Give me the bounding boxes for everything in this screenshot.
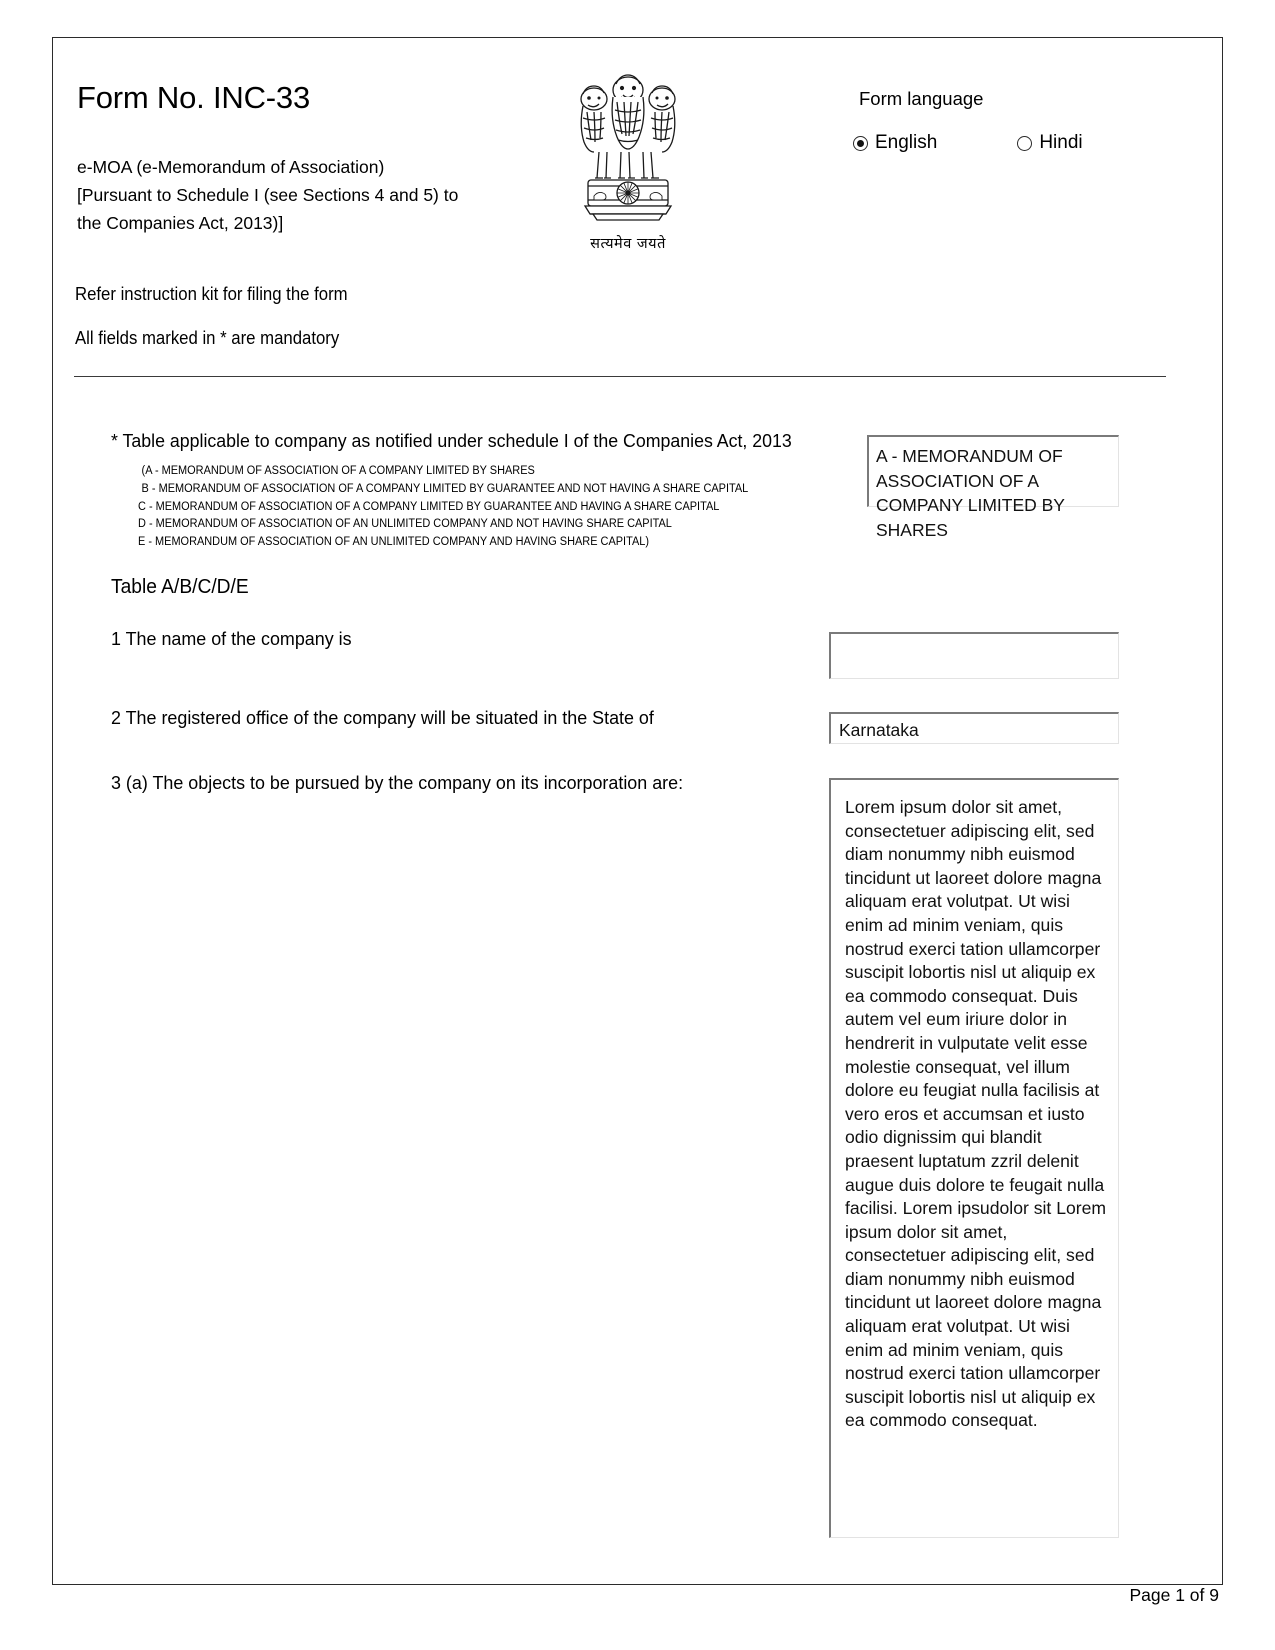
company-objects-textarea[interactable]	[829, 778, 1119, 1538]
refer-instruction-text: Refer instruction kit for filing the form	[75, 284, 348, 304]
table-type-e: E - MEMORANDUM OF ASSOCIATION OF AN UNLIMITED COMPANY AND HAVING SHARE CAPITAL)	[138, 534, 649, 549]
form-subtitle	[77, 153, 507, 237]
table-type-a: (A - MEMORANDUM OF ASSOCIATION OF A COMPANY LIMITED BY SHARES	[141, 463, 535, 477]
company-name-value	[831, 634, 1118, 640]
table-abcde-heading: Table A/B/C/D/E	[111, 576, 249, 598]
radio-english-icon[interactable]	[853, 136, 868, 151]
table-type-select-value: A - MEMORANDUM OF ASSOCIATION OF A COMPANY LIMITED BY SHARES	[876, 446, 1065, 540]
registered-office-state-value: Karnataka	[839, 720, 919, 740]
form-language-group	[853, 88, 1153, 154]
page-footer	[52, 1585, 1223, 1606]
table-type-c: C - MEMORANDUM OF ASSOCIATION OF A COMPANY LIMITED BY GUARANTEE AND HAVING A SHARE CAPITAL	[138, 498, 720, 513]
page-title: Form No. INC-33	[77, 80, 310, 115]
mandatory-fields-note: All fields marked in * are mandatory	[75, 328, 340, 348]
table-type-d: D - MEMORANDUM OF ASSOCIATION OF AN UNLIMITED COMPANY AND NOT HAVING SHARE CAPITAL	[138, 516, 672, 531]
radio-english-label: English	[875, 132, 938, 153]
page-number-label: Page 1 of 9	[1129, 1585, 1219, 1605]
header-divider	[74, 376, 1166, 377]
table-type-b: B - MEMORANDUM OF ASSOCIATION OF A COMPANY LIMITED BY GUARANTEE AND NOT HAVING A SHARE CAPITAL	[141, 480, 749, 495]
radio-hindi-label: Hindi	[1039, 132, 1083, 153]
question-1-label: 1 The name of the company is	[111, 628, 352, 649]
state-emblem-of-india-icon	[553, 64, 703, 253]
company-objects-value: Lorem ipsum dolor sit amet, consectetuer adipiscing elit, sed diam nonummy nibh euismod tincidunt ut laoreet dolore magna aliquam erat volutpat. Ut wisi enim ad minim veniam, quis nostrud exerci tation ullamcorper suscipit lobortis nisl ut aliquip ex ea commodo consequat. Duis autem vel eum iriure dolor in hendrerit in vulputate velit esse molestie consequat, vel illum dolore eu feugiat nulla facilisis at vero eros et accumsan et iusto odio dignissim qui blandit praesent luptatum zzril delenit augue duis dolore te feugait nulla facilisi. Lorem ipsudolor sit Lorem ipsum dolor sit amet, consectetuer adipiscing elit, sed diam nonummy nibh euismod tincidunt ut laoreet dolore magna aliquam erat volutpat. Ut wisi enim ad minim veniam, quis nostrud exerci tation ullamcorper suscipit lobortis nisl ut aliquip ex ea commodo consequat.	[845, 797, 1107, 1431]
question-3a-label: 3 (a) The objects to be pursued by the company on its incorporation are:	[111, 772, 684, 793]
radio-option-hindi[interactable]	[1017, 132, 1082, 154]
table-applicable-note: * Table applicable to company as notified under schedule I of the Companies Act, 2013	[111, 430, 792, 451]
company-name-input[interactable]	[829, 632, 1119, 679]
form-page	[52, 37, 1223, 1585]
emblem-motto-text: सत्यमेव जयते	[590, 236, 666, 252]
registered-office-state-input[interactable]	[829, 712, 1119, 744]
subtitle-line-3: the Companies Act, 2013)]	[77, 213, 284, 233]
table-type-select[interactable]	[867, 435, 1119, 540]
radio-hindi-icon[interactable]	[1017, 136, 1032, 151]
form-language-options	[853, 132, 1153, 154]
table-type-list	[138, 462, 824, 551]
subtitle-line-1: e-MOA (e-Memorandum of Association)	[77, 157, 385, 177]
subtitle-line-2: [Pursuant to Schedule I (see Sections 4 and 5) to	[77, 185, 459, 205]
radio-option-english[interactable]	[853, 132, 937, 154]
form-language-label: Form language	[859, 88, 984, 109]
question-2-label: 2 The registered office of the company will be situated in the State of	[111, 707, 654, 728]
